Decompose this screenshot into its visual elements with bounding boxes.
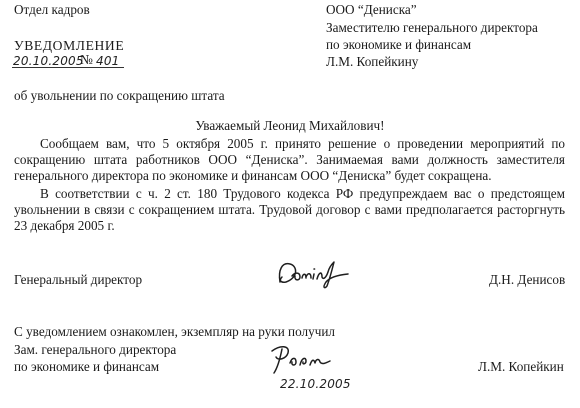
director-position: Генеральный директор [14, 272, 143, 287]
acknowledgement-date: 22.10.2005 [280, 377, 351, 391]
director-signature-image [272, 256, 356, 290]
director-name: Д.Н. Денисов [489, 272, 566, 287]
acknowledger-position-line1: Зам. генерального директора [14, 342, 177, 357]
recipient-position-line1: Заместителю генерального директора [326, 20, 538, 35]
body-paragraph-2: В соответствии с ч. 2 ст. 180 Трудового кодекса РФ предупреждаем вас о предстоящем увольнении в связи с сокращением штата. Трудовой договор с вами предполагается расторгнуть 23 декабря 2005 г. [14, 186, 565, 234]
document-type-heading: УВЕДОМЛЕНИЕ [14, 38, 125, 53]
document-date: 20.10.2005 [13, 54, 84, 68]
document-number: 401 [96, 54, 120, 68]
body-paragraph-1: Сообщаем вам, что 5 октября 2005 г. принято решение о проведении мероприятий по сокращению штата работников ООО “Дениска”. Занимаемая вами должность заместителя генерального директора по экономике и финансам ООО “Дениска” будет сокращена. [14, 136, 565, 184]
salutation: Уважаемый Леонид Михайлович! [195, 118, 385, 133]
recipient-company: ООО “Дениска” [326, 2, 417, 17]
acknowledger-name: Л.М. Копейкин [478, 359, 564, 374]
acknowledger-position-line2: по экономике и финансам [14, 359, 160, 374]
acknowledgement-statement: С уведомлением ознакомлен, экземпляр на руки получил [14, 324, 335, 339]
document-subject: об увольнении по сокращению штата [14, 88, 225, 103]
employee-signature-image [266, 341, 340, 377]
number-sign: № [80, 52, 93, 67]
recipient-position-line2: по экономике и финансам [326, 37, 472, 52]
department-label: Отдел кадров [14, 2, 90, 17]
recipient-name: Л.М. Копейкину [326, 54, 419, 69]
